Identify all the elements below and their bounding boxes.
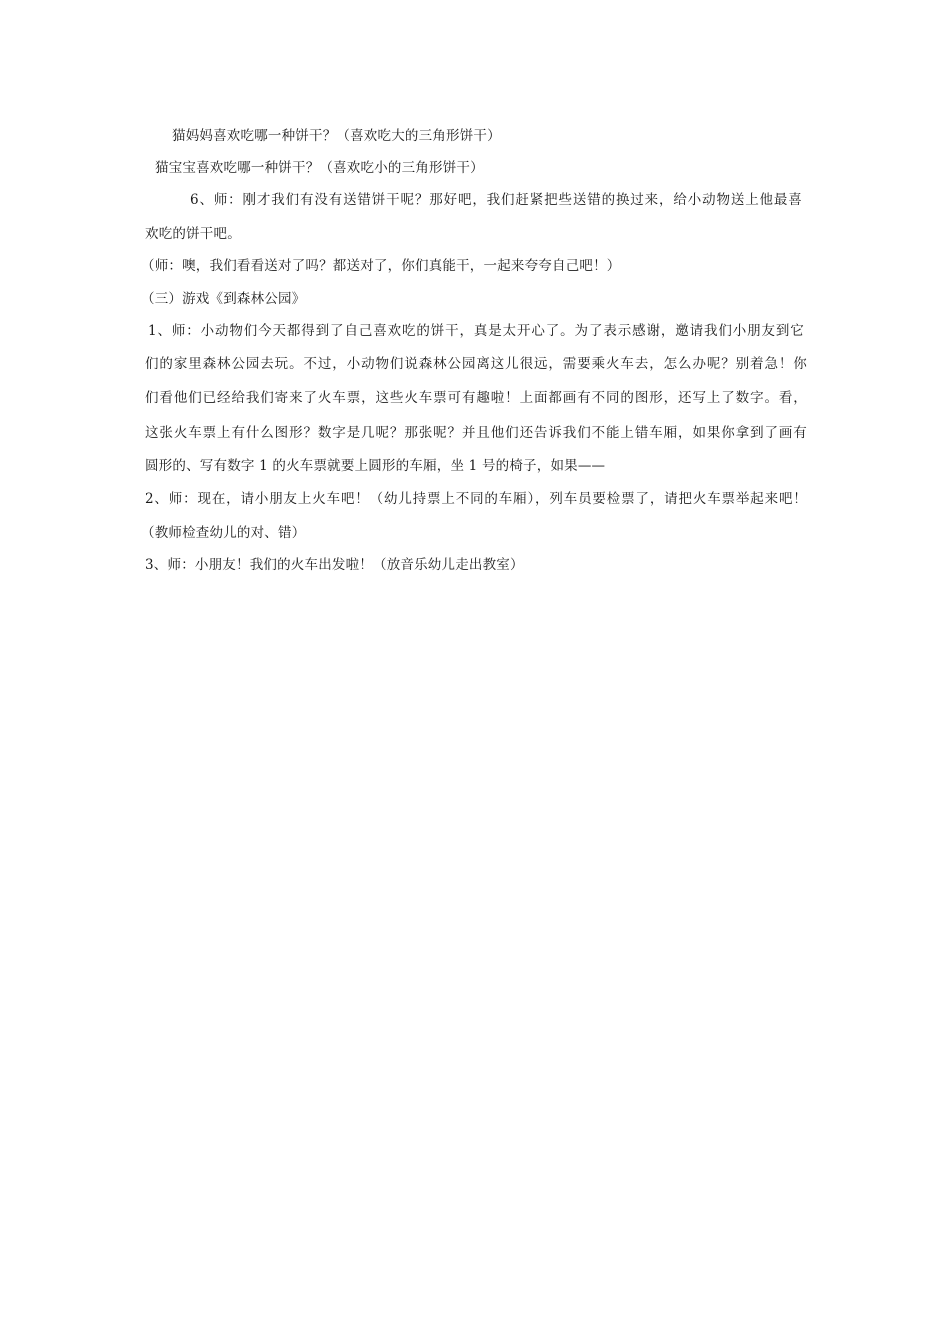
paragraph-line: 6、师：刚才我们有没有送错饼干呢？那好吧，我们赶紧把些送错的换过来，给小动物送上他最喜	[190, 192, 802, 208]
paragraph-line: （师：噢，我们看看送对了吗？都送对了，你们真能干，一起来夸夸自己吧！）	[141, 258, 621, 274]
paragraph-line: 3、师：小朋友！我们的火车出发啦！（放音乐幼儿走出教室）	[145, 557, 524, 573]
paragraph-line: （教师检查幼儿的对、错）	[141, 525, 306, 541]
paragraph-line: 们的家里森林公园去玩。不过，小动物们说森林公园离这儿很远，需要乘火车去，怎么办呢？别着急！你	[145, 356, 807, 372]
section-heading: （三）游戏《到森林公园》	[141, 291, 306, 307]
paragraph-line: 猫妈妈喜欢吃哪一种饼干？（喜欢吃大的三角形饼干）	[172, 128, 501, 144]
paragraph-line: 这张火车票上有什么图形？数字是几呢？那张呢？并且他们还告诉我们不能上错车厢，如果你拿到了画有	[145, 425, 807, 441]
paragraph-line: 圆形的、写有数字 1 的火车票就要上圆形的车厢，坐 1 号的椅子，如果——	[145, 458, 606, 474]
paragraph-line: 猫宝宝喜欢吃哪一种饼干？（喜欢吃小的三角形饼干）	[155, 160, 484, 176]
paragraph-line: 1、师：小动物们今天都得到了自己喜欢吃的饼干，真是太开心了。为了表示感谢，邀请我们小朋友到它	[148, 323, 804, 339]
paragraph-line: 欢吃的饼干吧。	[145, 226, 241, 242]
paragraph-line: 们看他们已经给我们寄来了火车票，这些火车票可有趣啦！上面都画有不同的图形，还写上了数字。看，	[145, 390, 807, 406]
paragraph-line: 2、师：现在，请小朋友上火车吧！（幼儿持票上不同的车厢），列车员要检票了，请把火车票举起来吧！	[145, 491, 807, 507]
